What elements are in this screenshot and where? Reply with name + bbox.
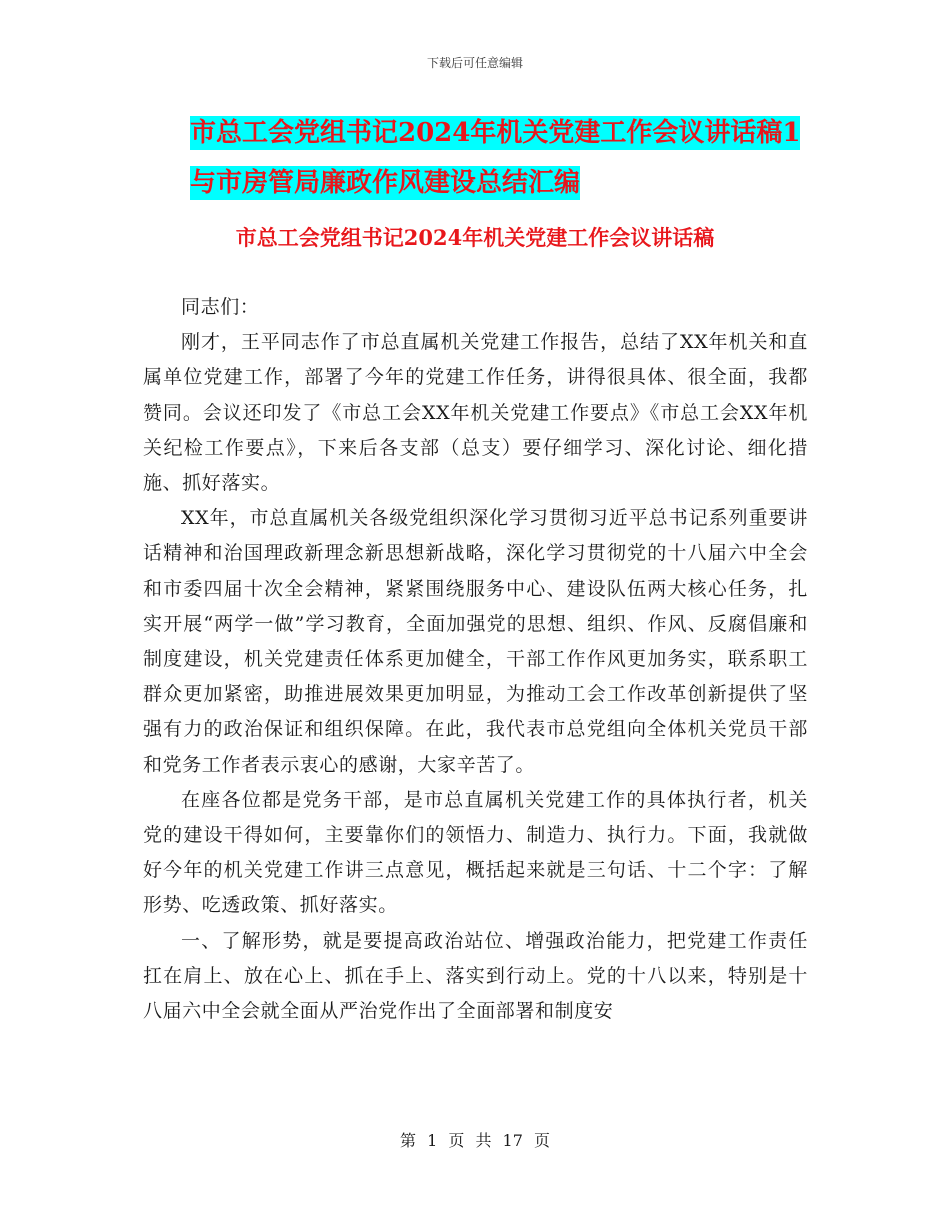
paragraph: 在座各位都是党务干部，是市总直属机关党建工作的具体执行者，机关党的建设干得如何，主要靠你们的领悟力、制造力、执行力。下面，我就做好今年的机关党建工作讲三点意见，概括起来就是三句话、十二个字：了解形势、吃透政策、抓好落实。 — [143, 788, 808, 917]
document-title — [190, 108, 830, 208]
document-title-line-1: 市总工会党组书记2024年机关党建工作会议讲话稿1 — [190, 118, 801, 148]
page-footer: 第 1 页 共 17 页 — [400, 1131, 550, 1150]
page-header-note: 下载后可任意编辑 — [426, 56, 523, 70]
section-title: 市总工会党组书记2024年机关党建工作会议讲话稿 — [235, 225, 715, 250]
document-title-line-2: 与市房管局廉政作风建设总结汇编 — [190, 168, 581, 198]
paragraph: 刚才，王平同志作了市总直属机关党建工作报告，总结了XX年机关和直属单位党建工作，部署了今年的党建工作任务，讲得很具体、很全面，我都赞同。会议还印发了《市总工会XX年机关党建工作要点》《市总工会XX年机关纪检工作要点》，下来后各支部（总支）要仔细学习、深化讨论、细化措施、抓好落实。 — [143, 331, 808, 495]
paragraph: XX年，市总直属机关各级党组织深化学习贯彻习近平总书记系列重要讲话精神和治国理政新理念新思想新战略，深化学习贯彻党的十八届六中全会和市委四届十次全会精神，紧紧围绕服务中心、建设队伍两大核心任务，扎实开展“两学一做”学习教育，全面加强党的思想、组织、作风、反腐倡廉和制度建设，机关党建责任体系更加健全，干部工作作风更加务实，联系职工群众更加紧密，助推进展效果更加明显，为推动工会工作改革创新提供了坚强有力的政治保证和组织保障。在此，我代表市总党组向全体机关党员干部和党务工作者表示衷心的感谢，大家辛苦了。 — [143, 507, 808, 776]
document-body — [143, 290, 808, 1029]
paragraph-salutation: 同志们： — [181, 296, 260, 318]
paragraph: 一、了解形势，就是要提高政治站位、增强政治能力，把党建工作责任扛在肩上、放在心上、抓在手上、落实到行动上。党的十八以来，特别是十八届六中全会就全面从严治党作出了全面部署和制度安 — [143, 929, 808, 1023]
